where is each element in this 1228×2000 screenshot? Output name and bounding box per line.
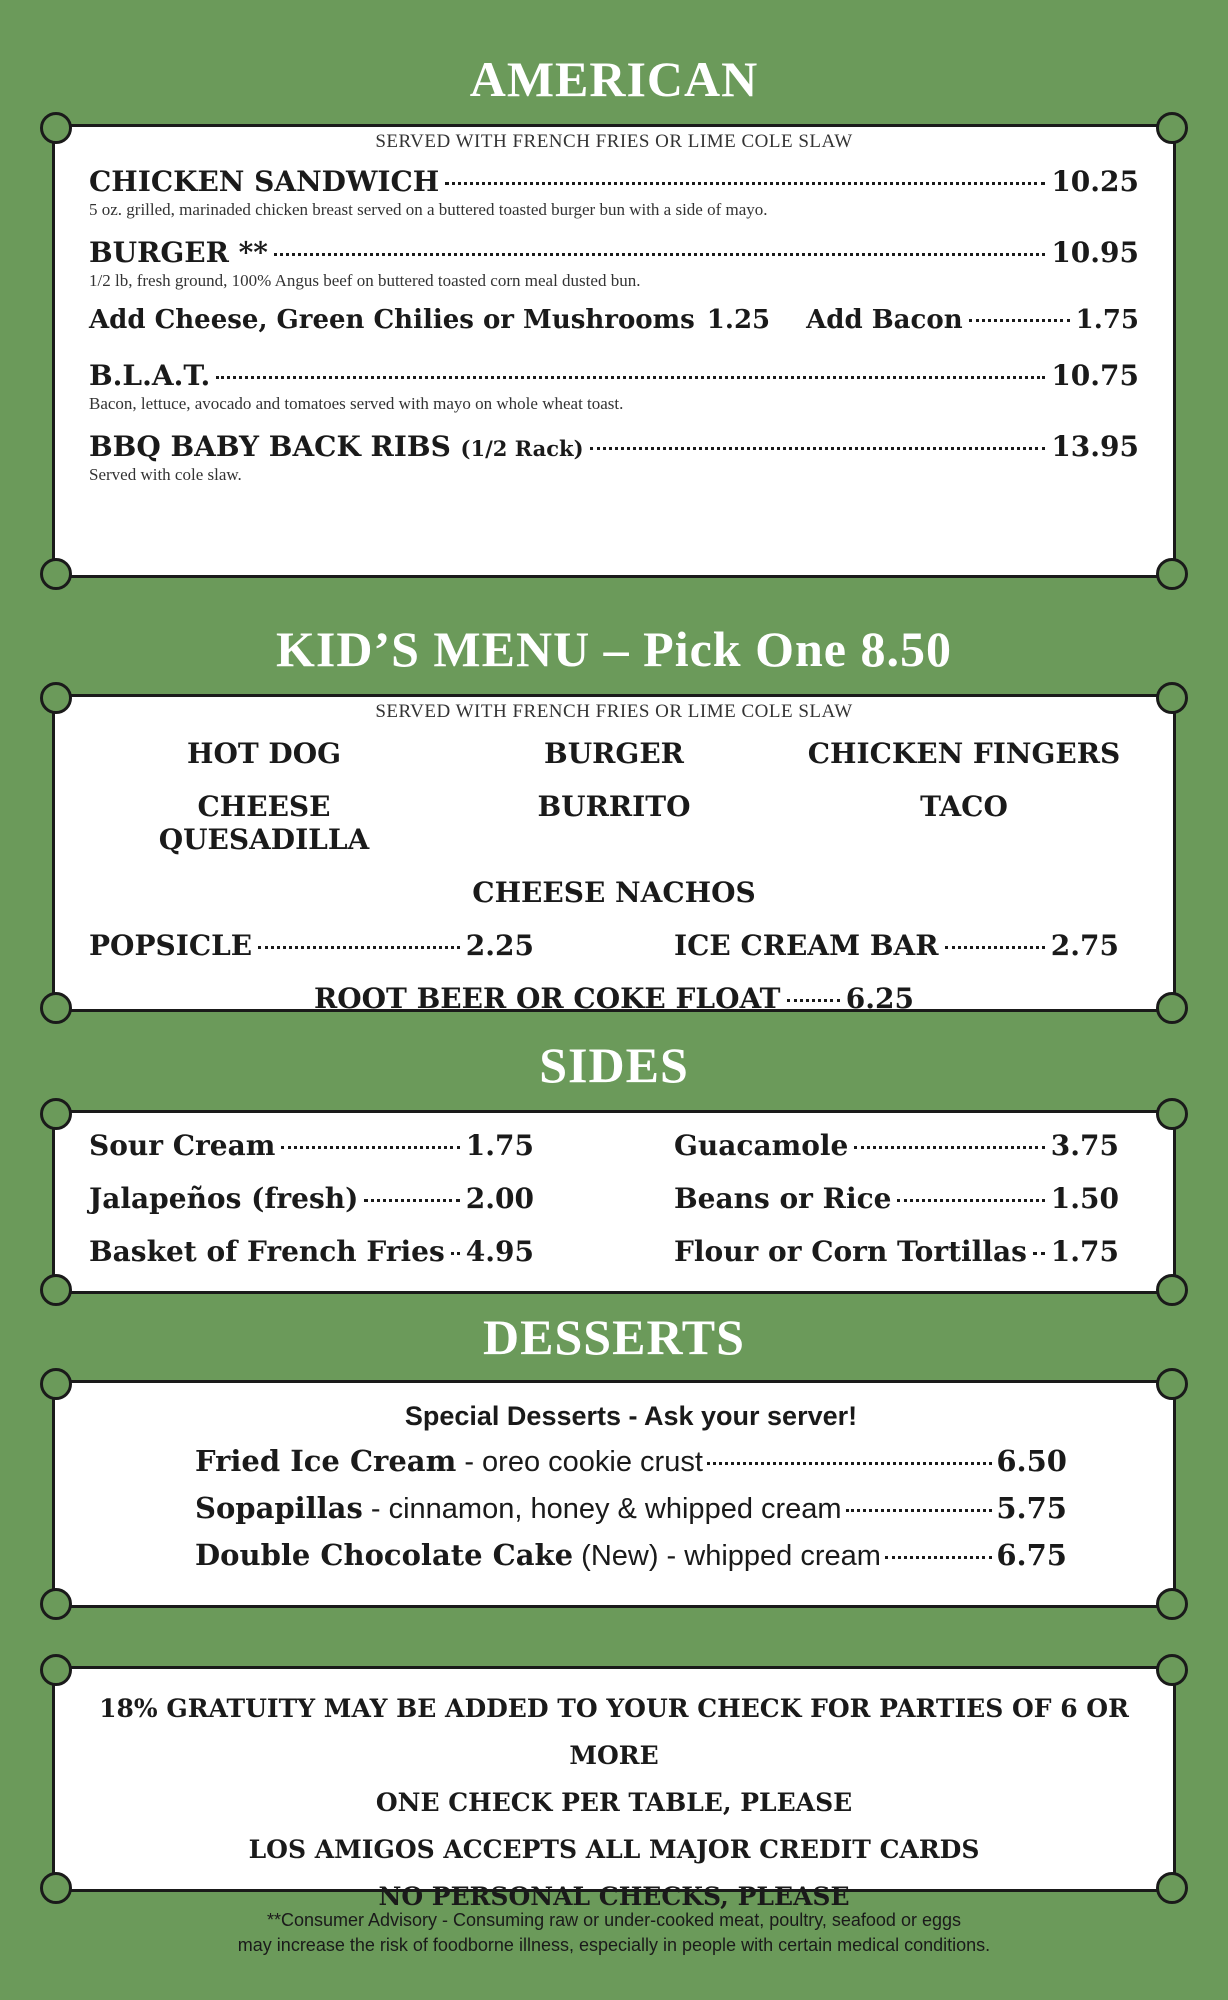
sides-panel [52,1110,1176,1294]
desserts-panel [52,1380,1176,1608]
notices-panel [52,1666,1176,1911]
american-served-note: SERVED WITH FRENCH FRIES OR LIME COLE SLAW [375,131,853,152]
kids-panel [52,694,1176,1015]
side-item: Sour Cream 1.75 [89,1129,534,1162]
item-name: CHICKEN SANDWICH [89,165,440,198]
item-name: BBQ BABY BACK RIBS [89,430,451,463]
kids-item: TACO [920,790,1008,823]
kids-item: CHEESE QUESADILLA [158,790,370,856]
side-item: Beans or Rice 1.50 [674,1182,1119,1215]
side-item: Jalapeños (fresh) 2.00 [89,1182,534,1215]
desserts-title: DESSERTS [483,1309,745,1365]
float-price: 6.25 [845,982,914,1015]
menu-item-chicken-sandwich [89,165,1139,220]
float-name: ROOT BEER OR COKE FLOAT [314,982,781,1015]
notice-no-checks: NO PERSONAL CHECKS, PLEASE [378,1882,850,1911]
side-item: Basket of French Fries 4.95 [89,1235,534,1268]
kids-row-2 [89,790,1139,856]
item-description: 1/2 lb, fresh ground, 100% Angus beef on buttered toasted corn meal dusted bun. [89,271,641,290]
side-item: Flour or Corn Tortillas 1.75 [674,1235,1119,1268]
kids-served-note: SERVED WITH FRENCH FRIES OR LIME COLE SLAW [375,701,853,722]
kids-item: CHICKEN FINGERS [807,737,1121,770]
sides-title: SIDES [539,1037,689,1093]
icecream-bar-name: ICE CREAM BAR [674,929,939,962]
item-qualifier: (1/2 Rack) [460,436,584,461]
american-title: AMERICAN [469,51,759,107]
notice-credit-cards: LOS AMIGOS ACCEPTS ALL MAJOR CREDIT CARDS [248,1835,980,1864]
item-description: 5 oz. grilled, marinaded chicken breast served on a buttered toasted burger bun with a side of mayo. [89,200,768,219]
notice-gratuity: 18% GRATUITY MAY BE ADDED TO YOUR CHECK FOR PARTIES OF 6 OR MORE [99,1694,1129,1770]
kids-item: BURGER [544,737,684,770]
dessert-item: Sopapillas - cinnamon, honey & whipped cream 5.75 [195,1491,1067,1525]
item-description: Bacon, lettuce, avocado and tomatoes served with mayo on whole wheat toast. [89,394,624,413]
popsicle-name: POPSICLE [89,929,253,962]
addon-bacon: Add Bacon [806,305,963,335]
kids-float-row [89,982,1139,1015]
kids-treats-row [89,929,1139,962]
kids-row-1 [89,737,1139,770]
menu-item-burger [89,236,1139,291]
addon-cheese-price: 1.25 [706,305,771,335]
item-price: 10.75 [1051,359,1139,392]
dessert-item: Fried Ice Cream - oreo cookie crust 6.50 [195,1444,1067,1478]
dessert-item: Double Chocolate Cake (New) - whipped cream 6.75 [195,1538,1067,1572]
icecream-bar-price: 2.75 [1050,929,1119,962]
item-price: 10.95 [1051,236,1139,269]
notice-one-check: ONE CHECK PER TABLE, PLEASE [375,1788,853,1817]
kids-title: KID’S MENU – Pick One 8.50 [276,621,952,677]
addons-row [89,305,1139,335]
menu-item-ribs [89,430,1139,485]
addon-bacon-price: 1.75 [1075,305,1139,335]
item-price: 10.25 [1051,165,1139,198]
american-panel [52,124,1176,578]
kids-item: BURRITO [537,790,691,823]
special-desserts-note: Special Desserts - Ask your server! [404,1401,858,1431]
kids-item-nachos: CHEESE NACHOS [472,876,756,909]
item-description: Served with cole slaw. [89,465,242,484]
addon-cheese: Add Cheese, Green Chilies or Mushrooms [89,305,695,335]
consumer-advisory: **Consumer Advisory - Consuming raw or under-cooked meat, poultry, seafood or eggs may increase the risk of foodborne illness, especially in people with certain medical conditions. [237,1910,991,1955]
kids-item: HOT DOG [186,737,341,770]
item-name: B.L.A.T. [89,359,211,392]
item-name: BURGER ** [89,236,268,269]
popsicle-price: 2.25 [465,929,534,962]
item-price: 13.95 [1051,430,1139,463]
side-item: Guacamole 3.75 [674,1129,1119,1162]
menu-item-blat [89,359,1139,414]
